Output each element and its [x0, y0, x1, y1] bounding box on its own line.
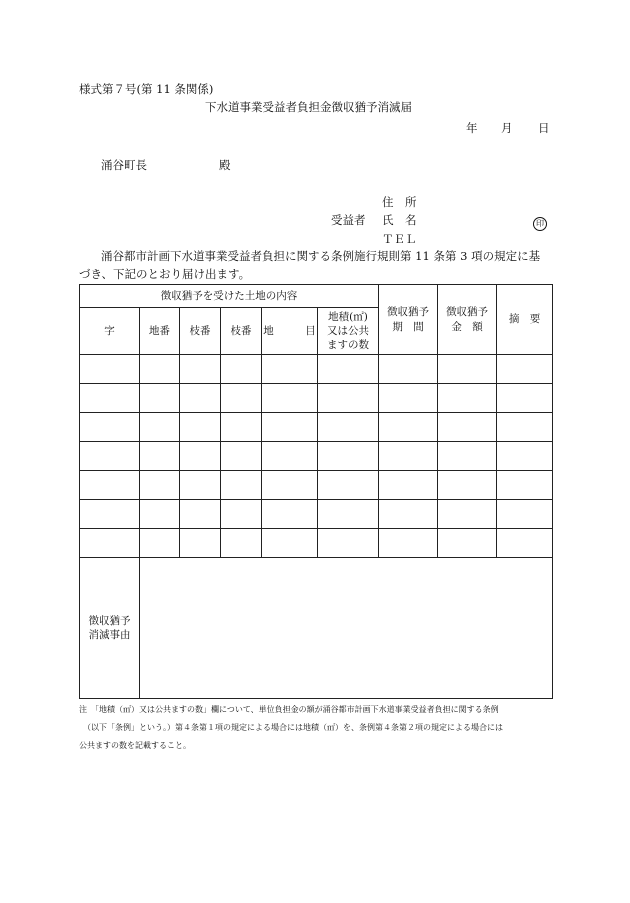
cell-chiban[interactable]: [140, 529, 180, 558]
cell-amount[interactable]: [438, 355, 497, 384]
table-row: [80, 384, 553, 413]
cell-aza[interactable]: [80, 471, 140, 500]
cell-edaban[interactable]: [180, 355, 221, 384]
cell-amount[interactable]: [438, 471, 497, 500]
area-header-line2: 又は公共: [327, 324, 370, 337]
cell-area[interactable]: [318, 471, 379, 500]
note-line-2: （以下「条例」という。）第４条第１項の規定による場合には地積（㎡）を、条例第４条第２項の規定による場合には: [83, 723, 503, 732]
cell-remarks[interactable]: [497, 413, 553, 442]
amount-header: [438, 285, 497, 355]
reason-content-cell[interactable]: [140, 558, 553, 699]
remarks-header: 摘 要: [497, 285, 553, 355]
cell-edaban-2[interactable]: [221, 442, 262, 471]
cell-amount[interactable]: [438, 384, 497, 413]
cell-edaban-2[interactable]: [221, 355, 262, 384]
beneficiary-label: 受益者: [331, 213, 366, 227]
form-number: 様式第７号(第 11 条関係): [79, 82, 214, 96]
aza-header: 字: [80, 308, 140, 355]
cell-edaban-2[interactable]: [221, 413, 262, 442]
chimoku-part-1: 地: [263, 324, 274, 337]
cell-period[interactable]: [379, 529, 438, 558]
table-row: [80, 471, 553, 500]
cell-amount[interactable]: [438, 442, 497, 471]
cell-period[interactable]: [379, 500, 438, 529]
edaban-header-2: 枝番: [221, 308, 262, 355]
cell-area[interactable]: [318, 355, 379, 384]
intro-line-1: 涌谷都市計画下水道事業受益者負担に関する条例施行規則第 11 条第 3 項の規定に基: [101, 249, 541, 263]
area-header-line3: ますの数: [327, 339, 370, 352]
address-label: 住 所: [382, 195, 417, 209]
cell-edaban[interactable]: [180, 529, 221, 558]
cell-chimoku[interactable]: [262, 442, 318, 471]
table-row: [80, 500, 553, 529]
cell-remarks[interactable]: [497, 355, 553, 384]
amount-header-line1: 徴収猶予: [446, 306, 489, 319]
recipient-name: 涌谷町長: [101, 158, 147, 172]
cell-aza[interactable]: [80, 384, 140, 413]
chiban-header: 地番: [140, 308, 180, 355]
cell-chiban[interactable]: [140, 384, 180, 413]
table-row: [80, 355, 553, 384]
chimoku-part-2: 目: [305, 324, 316, 337]
cell-chiban[interactable]: [140, 500, 180, 529]
cell-area[interactable]: [318, 529, 379, 558]
area-header-line1: 地積(㎡): [328, 310, 368, 323]
reason-label-line1: 徴収猶予: [88, 614, 131, 627]
date-month-label: 月: [501, 121, 513, 135]
cell-aza[interactable]: [80, 529, 140, 558]
cell-edaban[interactable]: [180, 384, 221, 413]
cell-remarks[interactable]: [497, 529, 553, 558]
name-label: 氏 名: [382, 213, 417, 227]
cell-chimoku[interactable]: [262, 500, 318, 529]
area-header: [318, 308, 379, 355]
tel-label: ＴＥＬ: [382, 232, 417, 246]
cell-edaban-2[interactable]: [221, 471, 262, 500]
cell-area[interactable]: [318, 500, 379, 529]
seal-icon: 印: [533, 217, 547, 231]
cell-chiban[interactable]: [140, 355, 180, 384]
reason-label: [80, 558, 140, 699]
cell-amount[interactable]: [438, 529, 497, 558]
chimoku-header: [262, 308, 318, 355]
cell-area[interactable]: [318, 384, 379, 413]
cell-chimoku[interactable]: [262, 355, 318, 384]
cell-period[interactable]: [379, 384, 438, 413]
table-row: [80, 413, 553, 442]
cell-edaban[interactable]: [180, 500, 221, 529]
edaban-header: 枝番: [180, 308, 221, 355]
cell-chiban[interactable]: [140, 442, 180, 471]
cell-remarks[interactable]: [497, 471, 553, 500]
cell-aza[interactable]: [80, 355, 140, 384]
cell-aza[interactable]: [80, 500, 140, 529]
cell-edaban[interactable]: [180, 471, 221, 500]
cell-period[interactable]: [379, 355, 438, 384]
form-title: 下水道事業受益者負担金徴収猶予消滅届: [205, 100, 412, 114]
cell-chimoku[interactable]: [262, 471, 318, 500]
cell-chimoku[interactable]: [262, 413, 318, 442]
table-row: [80, 442, 553, 471]
cell-remarks[interactable]: [497, 442, 553, 471]
cell-edaban-2[interactable]: [221, 500, 262, 529]
cell-remarks[interactable]: [497, 500, 553, 529]
period-header-line2: 期 間: [392, 320, 424, 333]
date-year-label: 年: [466, 121, 478, 135]
date-day-label: 日: [538, 121, 550, 135]
cell-remarks[interactable]: [497, 384, 553, 413]
cell-chimoku[interactable]: [262, 529, 318, 558]
cell-edaban[interactable]: [180, 442, 221, 471]
cell-chiban[interactable]: [140, 471, 180, 500]
seal-mark: [533, 211, 547, 231]
cell-edaban-2[interactable]: [221, 384, 262, 413]
cell-period[interactable]: [379, 471, 438, 500]
intro-line-2: づき、下記のとおり届け出ます。: [79, 267, 251, 281]
period-header-line1: 徴収猶予: [387, 306, 430, 319]
recipient-honorific: 殿: [219, 158, 231, 172]
cell-amount[interactable]: [438, 413, 497, 442]
cell-edaban[interactable]: [180, 413, 221, 442]
cell-period[interactable]: [379, 413, 438, 442]
cell-area[interactable]: [318, 442, 379, 471]
cell-edaban-2[interactable]: [221, 529, 262, 558]
cell-chimoku[interactable]: [262, 384, 318, 413]
cell-chiban[interactable]: [140, 413, 180, 442]
land-content-header: 徴収猶予を受けた土地の内容: [80, 285, 379, 308]
table-row: [80, 529, 553, 558]
land-content-table: [79, 284, 553, 699]
cell-aza[interactable]: [80, 442, 140, 471]
reason-label-line2: 消滅事由: [88, 629, 131, 641]
cell-area[interactable]: [318, 413, 379, 442]
note-line-3: 公共ますの数を記載すること。: [79, 741, 191, 750]
cell-aza[interactable]: [80, 413, 140, 442]
period-header: [379, 285, 438, 355]
note-line-1: 注 「地積（㎡）又は公共ますの数」欄について、単位負担金の額が涌谷都市計画下水道事業受益者負担に関する条例: [79, 705, 499, 714]
amount-header-line2: 金 額: [451, 320, 483, 333]
cell-amount[interactable]: [438, 500, 497, 529]
cell-period[interactable]: [379, 442, 438, 471]
